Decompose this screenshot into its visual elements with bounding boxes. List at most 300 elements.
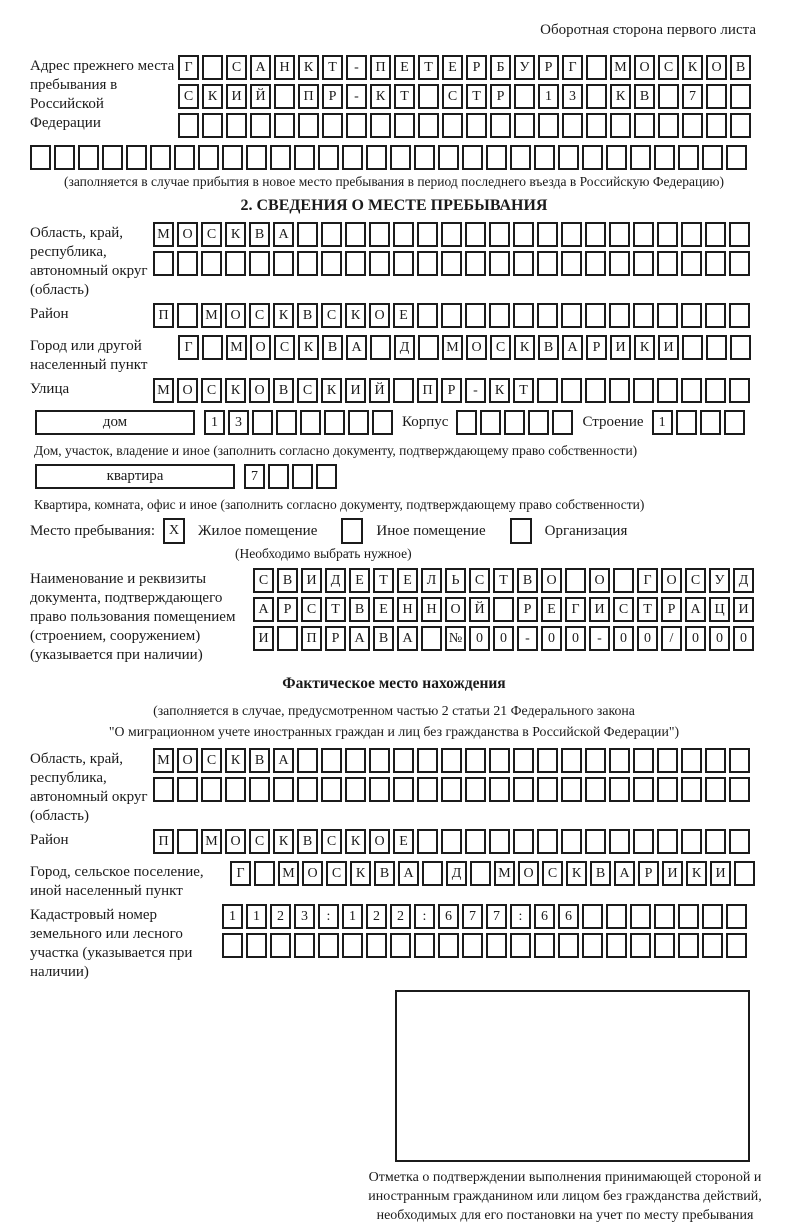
char-cell[interactable]: 0 <box>709 626 730 651</box>
char-cell[interactable]: - <box>346 84 367 109</box>
char-cell[interactable] <box>585 303 606 328</box>
char-cell[interactable] <box>676 410 697 435</box>
char-cell[interactable] <box>561 303 582 328</box>
char-cell[interactable]: С <box>249 303 270 328</box>
char-cell[interactable]: Р <box>277 597 298 622</box>
char-cell[interactable]: Й <box>469 597 490 622</box>
char-cell[interactable]: О <box>661 568 682 593</box>
char-cell[interactable] <box>202 55 223 80</box>
char-cell[interactable]: Р <box>638 861 659 886</box>
char-cell[interactable] <box>654 904 675 929</box>
char-cell[interactable] <box>465 251 486 276</box>
char-cell[interactable]: Т <box>513 378 534 403</box>
char-cell[interactable] <box>729 777 750 802</box>
char-cell[interactable] <box>456 410 477 435</box>
char-cell[interactable]: К <box>225 378 246 403</box>
char-cell[interactable] <box>562 113 583 138</box>
char-cell[interactable]: 7 <box>682 84 703 109</box>
char-cell[interactable] <box>369 251 390 276</box>
char-cell[interactable]: М <box>201 303 222 328</box>
char-cell[interactable]: Й <box>250 84 271 109</box>
char-cell[interactable]: С <box>469 568 490 593</box>
char-cell[interactable]: К <box>514 335 535 360</box>
char-cell[interactable]: К <box>345 829 366 854</box>
char-cell[interactable]: Р <box>325 626 346 651</box>
char-cell[interactable] <box>438 145 459 170</box>
char-cell[interactable]: 7 <box>462 904 483 929</box>
char-cell[interactable] <box>510 145 531 170</box>
char-cell[interactable]: С <box>253 568 274 593</box>
char-cell[interactable]: 0 <box>469 626 490 651</box>
char-cell[interactable]: И <box>253 626 274 651</box>
char-cell[interactable] <box>322 113 343 138</box>
char-cell[interactable]: Н <box>421 597 442 622</box>
char-cell[interactable]: В <box>249 222 270 247</box>
char-cell[interactable] <box>729 378 750 403</box>
char-cell[interactable] <box>585 829 606 854</box>
char-cell[interactable] <box>558 145 579 170</box>
char-cell[interactable]: 1 <box>222 904 243 929</box>
char-cell[interactable]: С <box>490 335 511 360</box>
char-cell[interactable]: А <box>250 55 271 80</box>
char-cell[interactable]: О <box>518 861 539 886</box>
char-cell[interactable]: А <box>398 861 419 886</box>
char-cell[interactable]: О <box>225 829 246 854</box>
char-cell[interactable] <box>561 829 582 854</box>
char-cell[interactable] <box>706 335 727 360</box>
char-cell[interactable]: С <box>297 378 318 403</box>
char-cell[interactable] <box>657 748 678 773</box>
char-cell[interactable] <box>681 251 702 276</box>
char-cell[interactable] <box>633 303 654 328</box>
char-cell[interactable] <box>513 777 534 802</box>
char-cell[interactable]: И <box>345 378 366 403</box>
char-cell[interactable]: 3 <box>228 410 249 435</box>
char-cell[interactable]: К <box>321 378 342 403</box>
char-cell[interactable] <box>201 777 222 802</box>
char-cell[interactable] <box>292 464 313 489</box>
char-cell[interactable] <box>585 378 606 403</box>
char-cell[interactable]: - <box>589 626 610 651</box>
char-cell[interactable]: И <box>610 335 631 360</box>
char-cell[interactable]: Е <box>541 597 562 622</box>
char-cell[interactable] <box>268 464 289 489</box>
char-cell[interactable] <box>630 145 651 170</box>
char-cell[interactable]: Б <box>490 55 511 80</box>
char-cell[interactable]: Г <box>562 55 583 80</box>
char-cell[interactable]: К <box>350 861 371 886</box>
char-cell[interactable]: 1 <box>246 904 267 929</box>
char-cell[interactable] <box>630 904 651 929</box>
char-cell[interactable] <box>393 777 414 802</box>
char-cell[interactable] <box>513 222 534 247</box>
char-cell[interactable]: С <box>226 55 247 80</box>
char-cell[interactable]: В <box>373 626 394 651</box>
char-cell[interactable]: 6 <box>438 904 459 929</box>
char-cell[interactable] <box>153 251 174 276</box>
char-cell[interactable] <box>700 410 721 435</box>
char-cell[interactable] <box>54 145 75 170</box>
char-cell[interactable] <box>486 933 507 958</box>
char-cell[interactable]: М <box>153 378 174 403</box>
char-cell[interactable] <box>225 777 246 802</box>
char-cell[interactable] <box>657 777 678 802</box>
char-cell[interactable] <box>366 145 387 170</box>
char-cell[interactable]: Л <box>421 568 442 593</box>
char-cell[interactable] <box>126 145 147 170</box>
char-cell[interactable]: М <box>442 335 463 360</box>
char-cell[interactable] <box>393 748 414 773</box>
char-cell[interactable] <box>177 251 198 276</box>
char-cell[interactable] <box>510 933 531 958</box>
char-cell[interactable]: Т <box>322 55 343 80</box>
char-cell[interactable]: С <box>321 829 342 854</box>
char-cell[interactable] <box>465 222 486 247</box>
char-cell[interactable]: 7 <box>244 464 265 489</box>
char-cell[interactable]: А <box>253 597 274 622</box>
char-cell[interactable]: О <box>177 222 198 247</box>
char-cell[interactable] <box>681 829 702 854</box>
char-cell[interactable] <box>393 251 414 276</box>
char-cell[interactable]: И <box>733 597 754 622</box>
char-cell[interactable] <box>633 222 654 247</box>
char-cell[interactable]: О <box>706 55 727 80</box>
char-cell[interactable]: 2 <box>270 904 291 929</box>
char-cell[interactable]: Д <box>446 861 467 886</box>
char-cell[interactable] <box>345 222 366 247</box>
char-cell[interactable] <box>634 113 655 138</box>
char-cell[interactable] <box>681 222 702 247</box>
char-cell[interactable]: Т <box>394 84 415 109</box>
char-cell[interactable] <box>729 251 750 276</box>
char-cell[interactable]: Г <box>230 861 251 886</box>
char-cell[interactable] <box>300 410 321 435</box>
char-cell[interactable] <box>150 145 171 170</box>
char-cell[interactable] <box>681 303 702 328</box>
char-cell[interactable]: С <box>658 55 679 80</box>
char-cell[interactable] <box>177 777 198 802</box>
char-cell[interactable]: Р <box>517 597 538 622</box>
char-cell[interactable]: 0 <box>565 626 586 651</box>
char-cell[interactable]: Г <box>637 568 658 593</box>
char-cell[interactable] <box>678 904 699 929</box>
char-cell[interactable] <box>226 113 247 138</box>
char-cell[interactable]: - <box>346 55 367 80</box>
char-cell[interactable] <box>609 748 630 773</box>
char-cell[interactable] <box>534 145 555 170</box>
char-cell[interactable]: О <box>302 861 323 886</box>
char-cell[interactable] <box>609 378 630 403</box>
char-cell[interactable] <box>394 113 415 138</box>
char-cell[interactable] <box>561 251 582 276</box>
char-cell[interactable] <box>657 303 678 328</box>
char-cell[interactable]: Г <box>178 55 199 80</box>
char-cell[interactable] <box>528 410 549 435</box>
char-cell[interactable]: А <box>273 748 294 773</box>
char-cell[interactable]: С <box>249 829 270 854</box>
char-cell[interactable]: А <box>614 861 635 886</box>
char-cell[interactable] <box>606 145 627 170</box>
char-cell[interactable] <box>370 335 391 360</box>
char-cell[interactable]: О <box>466 335 487 360</box>
char-cell[interactable] <box>246 145 267 170</box>
char-cell[interactable]: : <box>510 904 531 929</box>
char-cell[interactable] <box>633 748 654 773</box>
char-cell[interactable]: Е <box>394 55 415 80</box>
char-cell[interactable]: У <box>709 568 730 593</box>
char-cell[interactable] <box>222 145 243 170</box>
char-cell[interactable] <box>318 933 339 958</box>
char-cell[interactable]: А <box>685 597 706 622</box>
char-cell[interactable] <box>513 829 534 854</box>
char-cell[interactable]: К <box>273 829 294 854</box>
char-cell[interactable]: В <box>634 84 655 109</box>
char-cell[interactable] <box>702 933 723 958</box>
char-cell[interactable] <box>705 777 726 802</box>
char-cell[interactable] <box>342 145 363 170</box>
char-cell[interactable]: Т <box>466 84 487 109</box>
char-cell[interactable]: И <box>301 568 322 593</box>
char-cell[interactable] <box>441 829 462 854</box>
char-cell[interactable] <box>537 222 558 247</box>
char-cell[interactable] <box>390 145 411 170</box>
char-cell[interactable]: Р <box>586 335 607 360</box>
char-cell[interactable] <box>417 777 438 802</box>
char-cell[interactable] <box>681 777 702 802</box>
char-cell[interactable]: С <box>201 748 222 773</box>
char-cell[interactable]: Т <box>373 568 394 593</box>
char-cell[interactable] <box>729 303 750 328</box>
char-cell[interactable]: О <box>369 303 390 328</box>
char-cell[interactable] <box>706 113 727 138</box>
char-cell[interactable] <box>418 335 439 360</box>
char-cell[interactable] <box>514 113 535 138</box>
char-cell[interactable] <box>250 113 271 138</box>
char-cell[interactable] <box>705 303 726 328</box>
char-cell[interactable]: В <box>277 568 298 593</box>
char-cell[interactable]: О <box>369 829 390 854</box>
char-cell[interactable] <box>730 84 751 109</box>
char-cell[interactable]: 7 <box>486 904 507 929</box>
char-cell[interactable] <box>321 251 342 276</box>
char-cell[interactable] <box>705 222 726 247</box>
char-cell[interactable]: Г <box>178 335 199 360</box>
char-cell[interactable]: М <box>610 55 631 80</box>
char-cell[interactable] <box>682 113 703 138</box>
char-cell[interactable] <box>705 251 726 276</box>
char-cell[interactable]: К <box>345 303 366 328</box>
char-cell[interactable]: Е <box>393 303 414 328</box>
char-cell[interactable] <box>585 222 606 247</box>
char-cell[interactable] <box>202 335 223 360</box>
char-cell[interactable]: В <box>730 55 751 80</box>
char-cell[interactable]: О <box>589 568 610 593</box>
char-cell[interactable] <box>346 113 367 138</box>
char-cell[interactable] <box>294 933 315 958</box>
char-cell[interactable] <box>489 748 510 773</box>
char-cell[interactable] <box>466 113 487 138</box>
char-cell[interactable]: В <box>349 597 370 622</box>
char-cell[interactable] <box>417 748 438 773</box>
char-cell[interactable] <box>417 222 438 247</box>
char-cell[interactable] <box>654 145 675 170</box>
char-cell[interactable] <box>678 145 699 170</box>
char-cell[interactable] <box>274 113 295 138</box>
char-cell[interactable] <box>726 904 747 929</box>
char-cell[interactable] <box>657 251 678 276</box>
char-cell[interactable] <box>480 410 501 435</box>
char-cell[interactable]: М <box>226 335 247 360</box>
char-cell[interactable]: Е <box>442 55 463 80</box>
char-cell[interactable]: Г <box>565 597 586 622</box>
char-cell[interactable]: : <box>318 904 339 929</box>
char-cell[interactable] <box>609 829 630 854</box>
char-cell[interactable] <box>513 251 534 276</box>
char-cell[interactable] <box>702 904 723 929</box>
char-cell[interactable] <box>558 933 579 958</box>
char-cell[interactable] <box>390 933 411 958</box>
char-cell[interactable] <box>730 335 751 360</box>
char-cell[interactable]: А <box>273 222 294 247</box>
char-cell[interactable]: Д <box>733 568 754 593</box>
char-cell[interactable] <box>393 378 414 403</box>
char-cell[interactable] <box>705 748 726 773</box>
char-cell[interactable] <box>369 777 390 802</box>
char-cell[interactable]: И <box>589 597 610 622</box>
char-cell[interactable] <box>177 303 198 328</box>
char-cell[interactable]: М <box>153 748 174 773</box>
char-cell[interactable]: С <box>442 84 463 109</box>
char-cell[interactable] <box>470 861 491 886</box>
char-cell[interactable] <box>729 748 750 773</box>
char-cell[interactable] <box>418 84 439 109</box>
char-cell[interactable]: К <box>610 84 631 109</box>
char-cell[interactable] <box>585 748 606 773</box>
char-cell[interactable] <box>318 145 339 170</box>
char-cell[interactable] <box>274 84 295 109</box>
char-cell[interactable] <box>657 829 678 854</box>
char-cell[interactable] <box>534 933 555 958</box>
char-cell[interactable] <box>606 933 627 958</box>
char-cell[interactable] <box>681 378 702 403</box>
char-cell[interactable] <box>252 410 273 435</box>
char-cell[interactable]: К <box>298 335 319 360</box>
char-cell[interactable]: К <box>225 748 246 773</box>
char-cell[interactable] <box>561 748 582 773</box>
char-cell[interactable]: 6 <box>534 904 555 929</box>
char-cell[interactable] <box>273 777 294 802</box>
char-cell[interactable] <box>316 464 337 489</box>
char-cell[interactable] <box>30 145 51 170</box>
char-cell[interactable] <box>489 251 510 276</box>
char-cell[interactable]: С <box>326 861 347 886</box>
char-cell[interactable]: № <box>445 626 466 651</box>
char-cell[interactable] <box>324 410 345 435</box>
char-cell[interactable]: О <box>250 335 271 360</box>
char-cell[interactable] <box>657 222 678 247</box>
char-cell[interactable] <box>630 933 651 958</box>
char-cell[interactable] <box>726 145 747 170</box>
char-cell[interactable]: О <box>634 55 655 80</box>
char-cell[interactable] <box>348 410 369 435</box>
char-cell[interactable] <box>201 251 222 276</box>
char-cell[interactable] <box>369 222 390 247</box>
char-cell[interactable]: П <box>370 55 391 80</box>
char-cell[interactable]: И <box>662 861 683 886</box>
char-cell[interactable]: И <box>658 335 679 360</box>
char-cell[interactable]: О <box>445 597 466 622</box>
char-cell[interactable]: 1 <box>342 904 363 929</box>
char-cell[interactable]: М <box>201 829 222 854</box>
char-cell[interactable]: К <box>298 55 319 80</box>
char-cell[interactable] <box>489 222 510 247</box>
char-cell[interactable] <box>561 222 582 247</box>
char-cell[interactable]: Р <box>490 84 511 109</box>
char-cell[interactable]: Р <box>538 55 559 80</box>
char-cell[interactable] <box>537 251 558 276</box>
char-cell[interactable] <box>202 113 223 138</box>
char-cell[interactable]: 0 <box>685 626 706 651</box>
char-cell[interactable] <box>441 748 462 773</box>
char-cell[interactable] <box>609 777 630 802</box>
char-cell[interactable] <box>417 303 438 328</box>
char-cell[interactable] <box>438 933 459 958</box>
char-cell[interactable] <box>729 222 750 247</box>
char-cell[interactable] <box>678 933 699 958</box>
char-cell[interactable]: П <box>301 626 322 651</box>
char-cell[interactable] <box>606 904 627 929</box>
char-cell[interactable]: Р <box>441 378 462 403</box>
checkbox-other-premises[interactable] <box>341 518 363 544</box>
char-cell[interactable]: - <box>465 378 486 403</box>
char-cell[interactable] <box>586 55 607 80</box>
char-cell[interactable]: И <box>226 84 247 109</box>
char-cell[interactable] <box>345 748 366 773</box>
char-cell[interactable]: С <box>685 568 706 593</box>
char-cell[interactable] <box>610 113 631 138</box>
char-cell[interactable] <box>734 861 755 886</box>
char-cell[interactable]: Е <box>393 829 414 854</box>
char-cell[interactable] <box>537 378 558 403</box>
char-cell[interactable] <box>613 568 634 593</box>
char-cell[interactable]: 6 <box>558 904 579 929</box>
char-cell[interactable]: Т <box>418 55 439 80</box>
char-cell[interactable] <box>537 748 558 773</box>
char-cell[interactable] <box>609 251 630 276</box>
char-cell[interactable] <box>702 145 723 170</box>
char-cell[interactable] <box>654 933 675 958</box>
char-cell[interactable]: Н <box>274 55 295 80</box>
char-cell[interactable]: С <box>274 335 295 360</box>
char-cell[interactable] <box>345 251 366 276</box>
char-cell[interactable]: Т <box>493 568 514 593</box>
char-cell[interactable] <box>585 251 606 276</box>
char-cell[interactable]: А <box>397 626 418 651</box>
char-cell[interactable] <box>561 777 582 802</box>
char-cell[interactable]: К <box>225 222 246 247</box>
char-cell[interactable] <box>321 748 342 773</box>
char-cell[interactable]: П <box>298 84 319 109</box>
char-cell[interactable]: О <box>177 748 198 773</box>
char-cell[interactable] <box>414 145 435 170</box>
char-cell[interactable]: Р <box>466 55 487 80</box>
char-cell[interactable]: С <box>321 303 342 328</box>
char-cell[interactable] <box>249 251 270 276</box>
char-cell[interactable] <box>442 113 463 138</box>
char-cell[interactable]: К <box>634 335 655 360</box>
char-cell[interactable] <box>297 748 318 773</box>
char-cell[interactable]: П <box>417 378 438 403</box>
